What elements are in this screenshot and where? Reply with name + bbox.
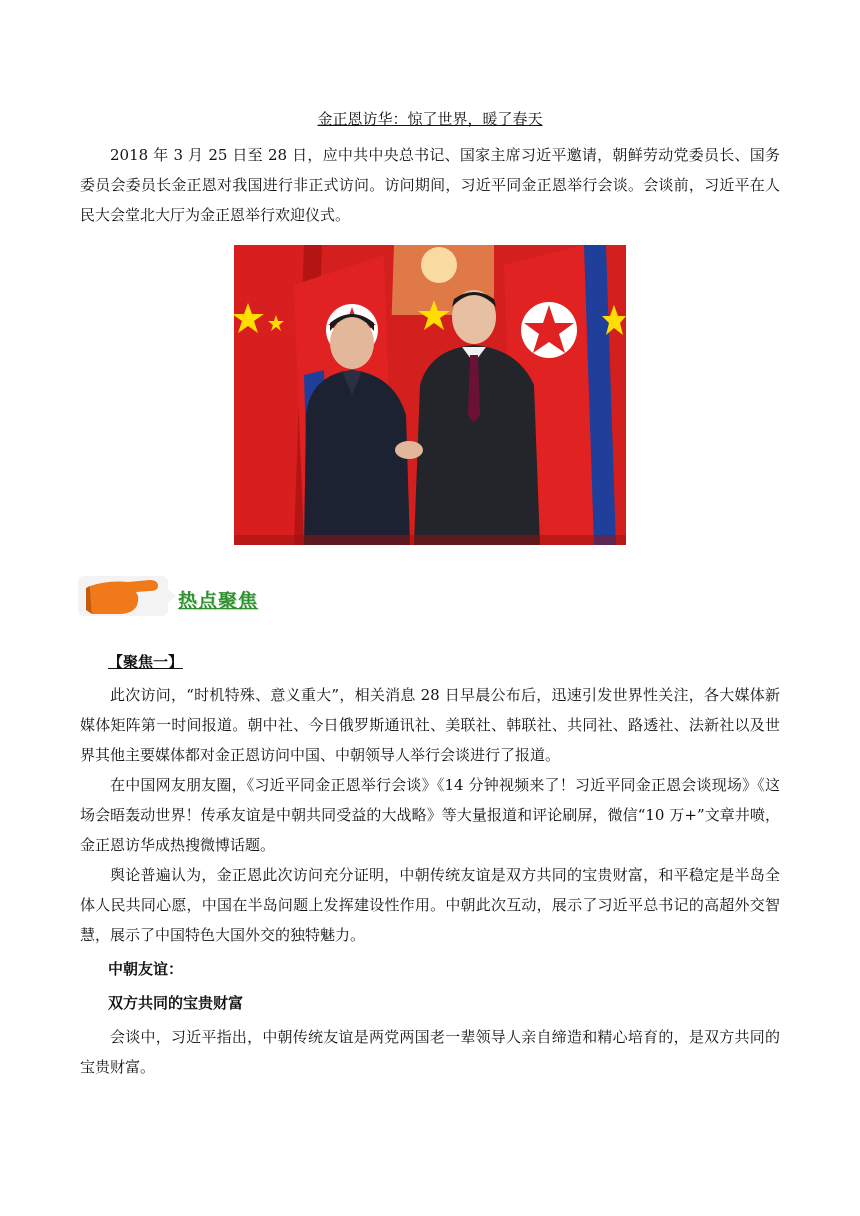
- focus-paragraph-3: 舆论普遍认为，金正恩此次访问充分证明，中朝传统友谊是双方共同的宝贵财富，和平稳定是半岛全体人民共同心愿，中国在半岛问题上发挥建设性作用。中朝此次互动，展示了习近平总书记的高超外交智慧，展示了中国特色大国外交的独特魅力。: [80, 866, 780, 944]
- focus-paragraph-2: 在中国网友朋友圈，《习近平同金正恩举行会谈》《14 分钟视频来了！习近平同金正恩会谈现场》《这场会晤轰动世界！传承友谊是中朝共同受益的大战略》等大量报道和评论刷屏，微信“10 万+”文章井喷，金正恩访华成热搜微博话题。: [80, 776, 780, 854]
- intro-paragraph: 2018 年 3 月 25 日至 28 日，应中共中央总书记、国家主席习近平邀请，朝鲜劳动党委员长、国务委员会委员长金正恩对我国进行非正式访问。访问期间，习近平同金正恩举行会谈。会谈前，习近平在人民大会堂北大厅为金正恩举行欢迎仪式。: [80, 146, 780, 224]
- news-photo: [234, 245, 626, 545]
- focus-paragraph-4: 会谈中，习近平指出，中朝传统友谊是两党两国老一辈领导人亲自缔造和精心培育的，是双方共同的宝贵财富。: [80, 1028, 780, 1076]
- subheading-friendship: 中朝友谊：: [108, 960, 184, 978]
- hot-focus-label: 热点聚焦: [178, 590, 259, 612]
- article-title: 金正恩访华：惊了世界，暖了春天: [317, 110, 543, 128]
- photo-illustration: [234, 245, 626, 545]
- focus-paragraph-1: 此次访问，“时机特殊、意义重大”，相关消息 28 日早晨公布后，迅速引发世界性关注，各大媒体新媒体矩阵第一时间报道。朝中社、今日俄罗斯通讯社、美联社、韩联社、共同社、路透社、法新社以及世界其他主要媒体都对金正恩访问中国、中朝领导人举行会谈进行了报道。: [80, 686, 780, 764]
- focus-one-heading: 【聚焦一】: [108, 653, 184, 671]
- subheading-treasure: 双方共同的宝贵财富: [108, 994, 244, 1012]
